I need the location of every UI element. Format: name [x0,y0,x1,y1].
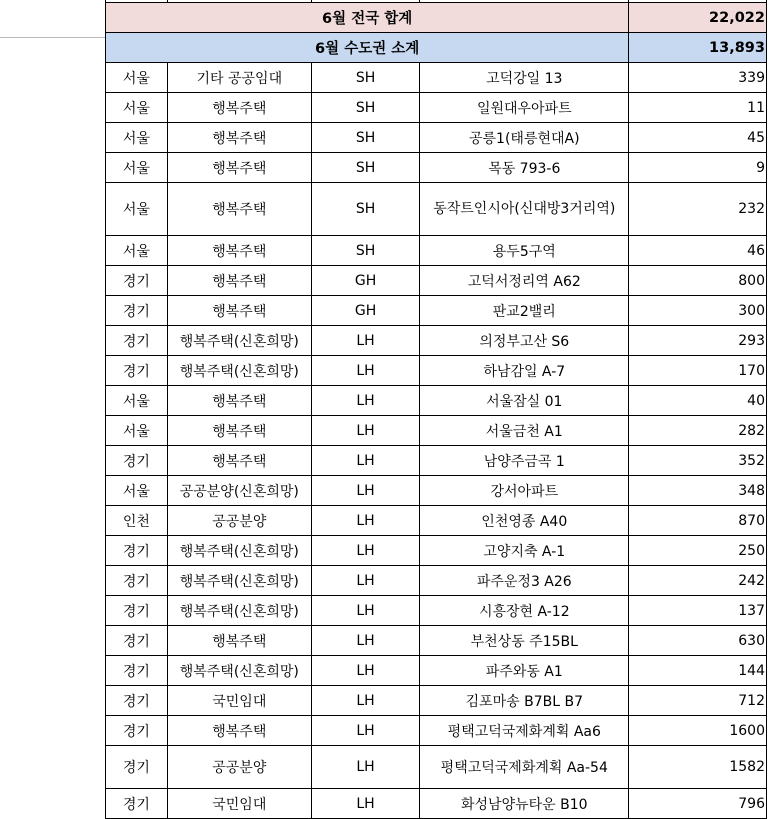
region-cell: 경기 [106,746,168,789]
table-row [106,63,767,93]
region-cell: 경기 [106,296,168,326]
site-cell: 평택고덕국제화계획 Aa-54 [420,746,629,789]
region-cell: 경기 [106,626,168,656]
org-cell: SH [311,183,419,236]
region-cell: 서울 [106,123,168,153]
table-row [106,746,767,789]
units-cell: 1600 [629,716,767,746]
org-cell: SH [311,63,419,93]
site-cell: 강서아파트 [420,476,629,506]
units-cell: 45 [629,123,767,153]
units-cell: 870 [629,506,767,536]
units-cell: 796 [629,789,767,819]
org-cell: GH [311,296,419,326]
org-cell: SH [311,123,419,153]
org-cell: LH [311,626,419,656]
units-cell: 9 [629,153,767,183]
site-cell: 일원대우아파트 [420,93,629,123]
org-cell: LH [311,656,419,686]
site-cell: 고덕강일 13 [420,63,629,93]
capital-subtotal-value: 13,893 [629,33,767,63]
region-cell: 경기 [106,566,168,596]
region-cell: 서울 [106,153,168,183]
type-cell: 공공분양 [167,506,311,536]
type-cell: 행복주택 [167,266,311,296]
site-cell: 인천영종 A40 [420,506,629,536]
national-total-value: 22,022 [629,3,767,33]
national-total-row [106,3,767,33]
table-row [106,386,767,416]
units-cell: 282 [629,416,767,446]
type-cell: 행복주택 [167,446,311,476]
table-row [106,789,767,819]
region-cell: 경기 [106,716,168,746]
units-cell: 348 [629,476,767,506]
type-cell: 행복주택 [167,236,311,266]
table-row [106,686,767,716]
region-cell: 경기 [106,789,168,819]
site-cell: 목동 793-6 [420,153,629,183]
type-cell: 행복주택 [167,183,311,236]
org-cell: LH [311,686,419,716]
units-cell: 250 [629,536,767,566]
table-row [106,183,767,236]
site-cell: 고덕서정리역 A62 [420,266,629,296]
type-cell: 기타 공공임대 [167,63,311,93]
type-cell: 국민임대 [167,686,311,716]
region-cell: 경기 [106,446,168,476]
type-cell: 국민임대 [167,789,311,819]
org-cell: SH [311,93,419,123]
national-total-label: 6월 전국 합계 [106,3,629,33]
type-cell: 행복주택 [167,716,311,746]
region-cell: 경기 [106,326,168,356]
units-cell: 352 [629,446,767,476]
type-cell: 행복주택 [167,296,311,326]
units-cell: 40 [629,386,767,416]
table-row [106,123,767,153]
table-row [106,93,767,123]
type-cell: 행복주택(신혼희망) [167,326,311,356]
type-cell: 공공분양(신혼희망) [167,476,311,506]
site-cell: 판교2밸리 [420,296,629,326]
region-cell: 서울 [106,93,168,123]
table-row [106,446,767,476]
type-cell: 행복주택 [167,626,311,656]
region-cell: 서울 [106,476,168,506]
site-cell: 의정부고산 S6 [420,326,629,356]
units-cell: 232 [629,183,767,236]
org-cell: LH [311,566,419,596]
units-cell: 630 [629,626,767,656]
org-cell: LH [311,596,419,626]
table-row [106,236,767,266]
site-cell: 김포마송 B7BL B7 [420,686,629,716]
units-cell: 144 [629,656,767,686]
type-cell: 행복주택(신혼희망) [167,536,311,566]
org-cell: LH [311,789,419,819]
type-cell: 행복주택 [167,386,311,416]
site-cell: 남양주금곡 1 [420,446,629,476]
org-cell: LH [311,356,419,386]
org-cell: LH [311,716,419,746]
table-row [106,356,767,386]
type-cell: 행복주택(신혼희망) [167,566,311,596]
type-cell: 행복주택(신혼희망) [167,656,311,686]
region-cell: 경기 [106,686,168,716]
site-cell: 파주운정3 A26 [420,566,629,596]
org-cell: LH [311,536,419,566]
units-cell: 800 [629,266,767,296]
site-cell: 화성남양뉴타운 B10 [420,789,629,819]
site-cell: 공릉1(태릉현대A) [420,123,629,153]
type-cell: 행복주택 [167,123,311,153]
units-cell: 46 [629,236,767,266]
units-cell: 293 [629,326,767,356]
org-cell: LH [311,386,419,416]
region-cell: 경기 [106,656,168,686]
table-row [106,536,767,566]
site-cell: 부천상동 주15BL [420,626,629,656]
table-row [106,566,767,596]
units-cell: 242 [629,566,767,596]
type-cell: 행복주택(신혼희망) [167,596,311,626]
region-cell: 인천 [106,506,168,536]
supply-table [105,0,767,819]
table-row [106,153,767,183]
site-cell: 평택고덕국제화계획 Aa6 [420,716,629,746]
type-cell: 행복주택 [167,93,311,123]
units-cell: 300 [629,296,767,326]
region-cell: 경기 [106,266,168,296]
org-cell: LH [311,506,419,536]
units-cell: 339 [629,63,767,93]
table-row [106,506,767,536]
site-cell: 고양지축 A-1 [420,536,629,566]
units-cell: 11 [629,93,767,123]
type-cell: 행복주택(신혼희망) [167,356,311,386]
org-cell: GH [311,266,419,296]
column-divider [105,0,106,817]
org-cell: LH [311,746,419,789]
org-cell: SH [311,236,419,266]
site-cell: 서울잠실 01 [420,386,629,416]
org-cell: LH [311,326,419,356]
site-cell: 하남감일 A-7 [420,356,629,386]
table-row [106,326,767,356]
table-row [106,266,767,296]
org-cell: LH [311,416,419,446]
region-cell: 서울 [106,416,168,446]
table-row [106,296,767,326]
type-cell: 행복주택 [167,153,311,183]
site-cell: 시흥장현 A-12 [420,596,629,626]
table-row [106,476,767,506]
region-cell: 경기 [106,356,168,386]
table-row [106,596,767,626]
org-cell: LH [311,446,419,476]
region-cell: 서울 [106,183,168,236]
units-cell: 170 [629,356,767,386]
table-row [106,626,767,656]
region-cell: 서울 [106,236,168,266]
region-cell: 경기 [106,596,168,626]
region-cell: 경기 [106,536,168,566]
type-cell: 행복주택 [167,416,311,446]
region-cell: 서울 [106,386,168,416]
units-cell: 137 [629,596,767,626]
type-cell: 공공분양 [167,746,311,789]
left-margin-cell [0,0,105,38]
site-cell: 서울금천 A1 [420,416,629,446]
org-cell: LH [311,476,419,506]
capital-subtotal-row [106,33,767,63]
capital-subtotal-label: 6월 수도권 소계 [106,33,629,63]
units-cell: 1582 [629,746,767,789]
region-cell: 서울 [106,63,168,93]
org-cell: SH [311,153,419,183]
units-cell: 712 [629,686,767,716]
site-cell: 용두5구역 [420,236,629,266]
table-row [106,656,767,686]
site-cell: 동작트인시아(신대방3거리역) [420,183,629,236]
site-cell: 파주와동 A1 [420,656,629,686]
table-row [106,416,767,446]
table-row [106,716,767,746]
